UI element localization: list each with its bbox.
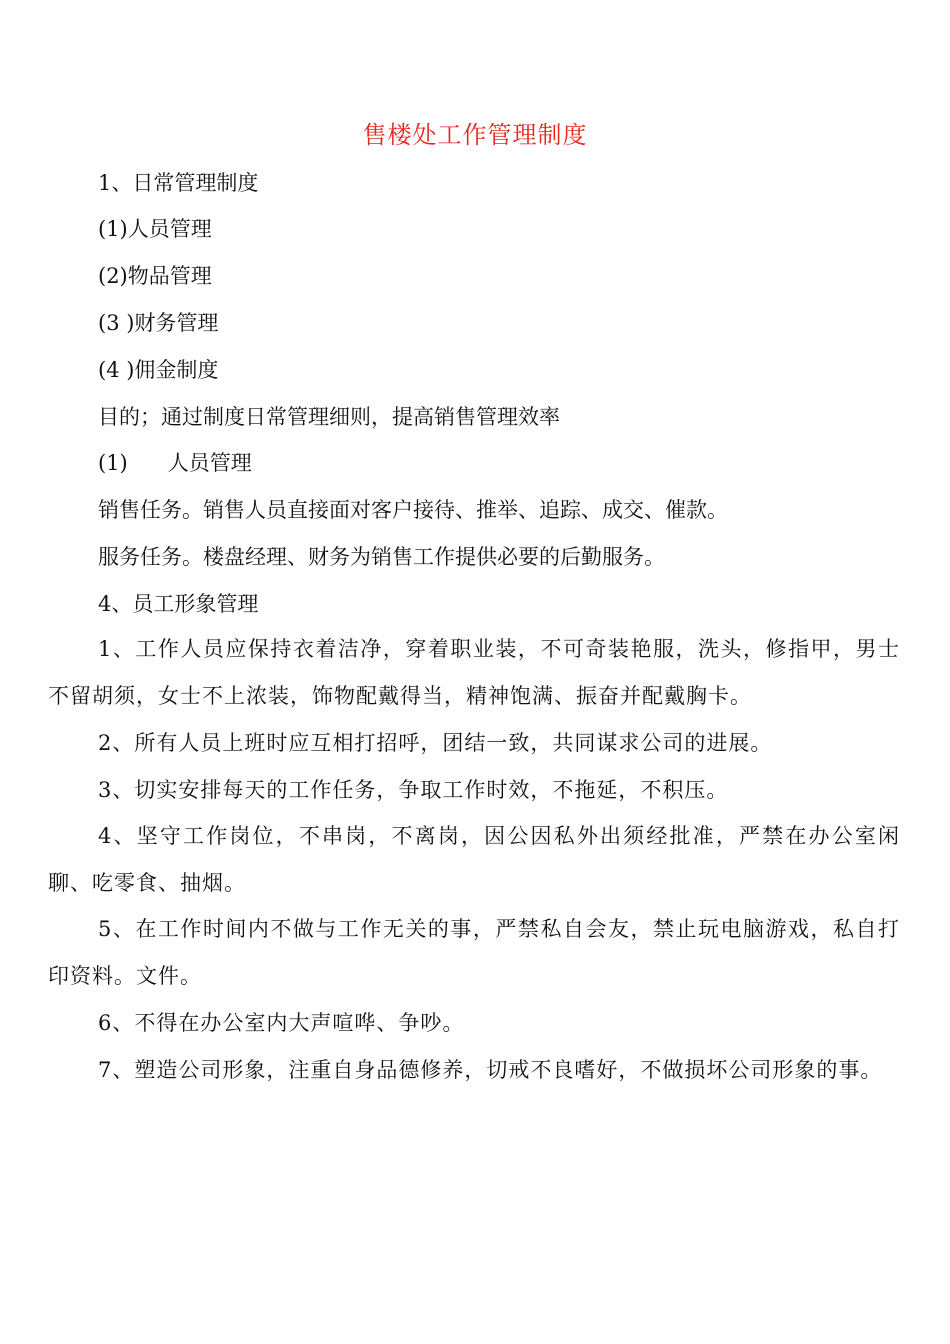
section-heading-staff-image: 4、员工形象管理 [98, 592, 259, 616]
section-heading-daily-management: 1、日常管理制度 [98, 171, 259, 195]
subsection-label: 人员管理 [167, 451, 252, 475]
item-goods-management: (2)物品管理 [98, 264, 212, 288]
rule-paragraph-3: 3、切实安排每天的工作任务，争取工作时效，不拖延，不积压。 [98, 778, 729, 802]
rule-paragraph-4: 4、坚守工作岗位，不串岗，不离岗，因公因私外出须经批准，严禁在办公室闲聊、吃零食、抽烟。 [48, 824, 900, 895]
item-personnel-management: (1)人员管理 [98, 217, 212, 241]
item-commission-system: (4 )佣金制度 [98, 358, 219, 382]
subsection-personnel-heading [98, 448, 252, 478]
sales-task-text: 销售任务。销售人员直接面对客户接待、推举、追踪、成交、催款。 [98, 498, 728, 522]
subsection-number: (1) [98, 451, 128, 475]
rule-paragraph-6: 6、不得在办公室内大声喧哗、争吵。 [98, 1011, 465, 1035]
item-finance-management: (3 )财务管理 [98, 311, 219, 335]
document-title: 售楼处工作管理制度 [362, 121, 588, 149]
rule-paragraph-7: 7、塑造公司形象，注重自身品德修养，切戒不良嗜好，不做损坏公司形象的事。 [98, 1058, 883, 1082]
purpose-statement: 目的；通过制度日常管理细则，提高销售管理效率 [98, 405, 560, 429]
rule-paragraph-1: 1、工作人员应保持衣着洁净，穿着职业装，不可奇装艳服，洗头，修指甲，男士不留胡须，女士不上浓装，饰物配戴得当，精神饱满、振奋并配戴胸卡。 [48, 637, 900, 708]
rule-paragraph-2: 2、所有人员上班时应互相打招呼，团结一致，共同谋求公司的进展。 [98, 731, 773, 755]
service-task-text: 服务任务。楼盘经理、财务为销售工作提供必要的后勤服务。 [98, 545, 665, 569]
rule-paragraph-5: 5、在工作时间内不做与工作无关的事，严禁私自会友，禁止玩电脑游戏，私自打印资料。文件。 [48, 917, 900, 988]
